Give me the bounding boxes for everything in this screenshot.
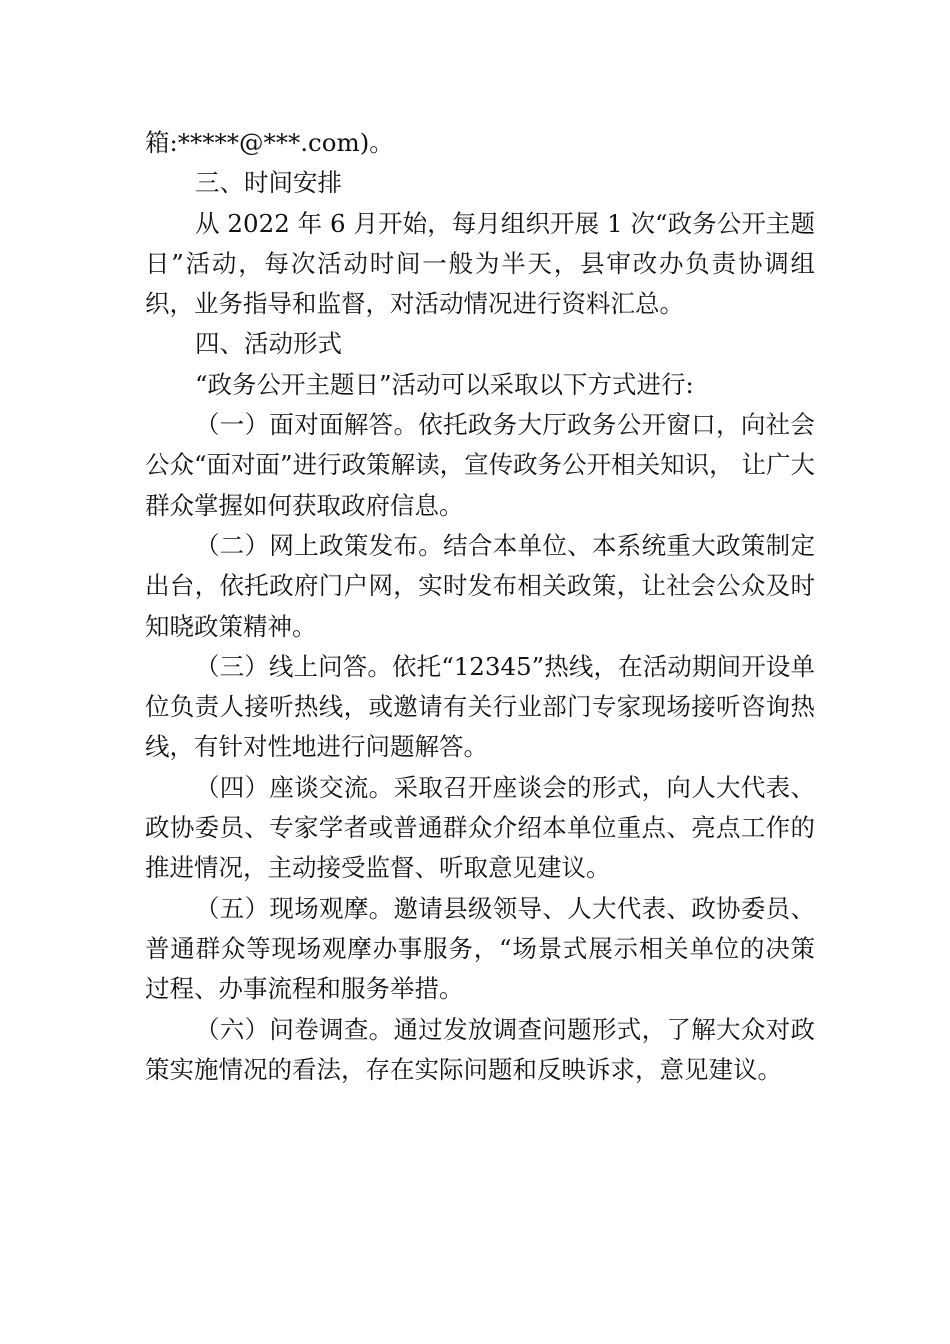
paragraph-form-5: （五）现场观摩。邀请县级领导、人大代表、政协委员、普通群众等现场观摩办事服务，“场景式展示相关单位的决策过程、办事流程和服务举措。 bbox=[145, 893, 815, 1004]
paragraph-form-3: （三）线上问答。依托“12345”热线，在活动期间开设单位负责人接听热线，或邀请有关行业部门专家现场接听咨询热线，有针对性地进行问题解答。 bbox=[145, 651, 815, 762]
paragraph-form-4: （四）座谈交流。采取召开座谈会的形式，向人大代表、政协委员、专家学者或普通群众介绍本单位重点、亮点工作的推进情况，主动接受监督、听取意见建议。 bbox=[145, 772, 815, 883]
heading-time-arrangement: 三、时间安排 bbox=[195, 168, 342, 198]
paragraph-form-6: （六）问卷调查。通过发放调查问题形式，了解大众对政策实施情况的看法，存在实际问题和反映诉求，意见建议。 bbox=[145, 1014, 815, 1084]
document-body bbox=[145, 123, 815, 1090]
paragraph-activity-intro: “政务公开主题日”活动可以采取以下方式进行: bbox=[195, 369, 694, 399]
paragraph-form-2: （二）网上政策发布。结合本单位、本系统重大政策制定出台，依托政府门户网，实时发布相关政策，让社会公众及时知晓政策精神。 bbox=[145, 530, 815, 641]
paragraph-time-arrangement: 从 2022 年 6 月开始，每月组织开展 1 次“政务公开主题日”活动，每次活动时间一般为半天，县审改办负责协调组织，业务指导和监督，对活动情况进行资料汇总。 bbox=[145, 208, 815, 319]
paragraph-form-1: （一）面对面解答。依托政务大厅政务公开窗口，向社会公众“面对面”进行政策解读，宣传政务公开相关知识， 让广大群众掌握如何获取政府信息。 bbox=[145, 410, 815, 520]
paragraph-email-tail: 箱:*****@***.com)。 bbox=[145, 128, 394, 157]
heading-activity-forms: 四、活动形式 bbox=[195, 329, 342, 359]
